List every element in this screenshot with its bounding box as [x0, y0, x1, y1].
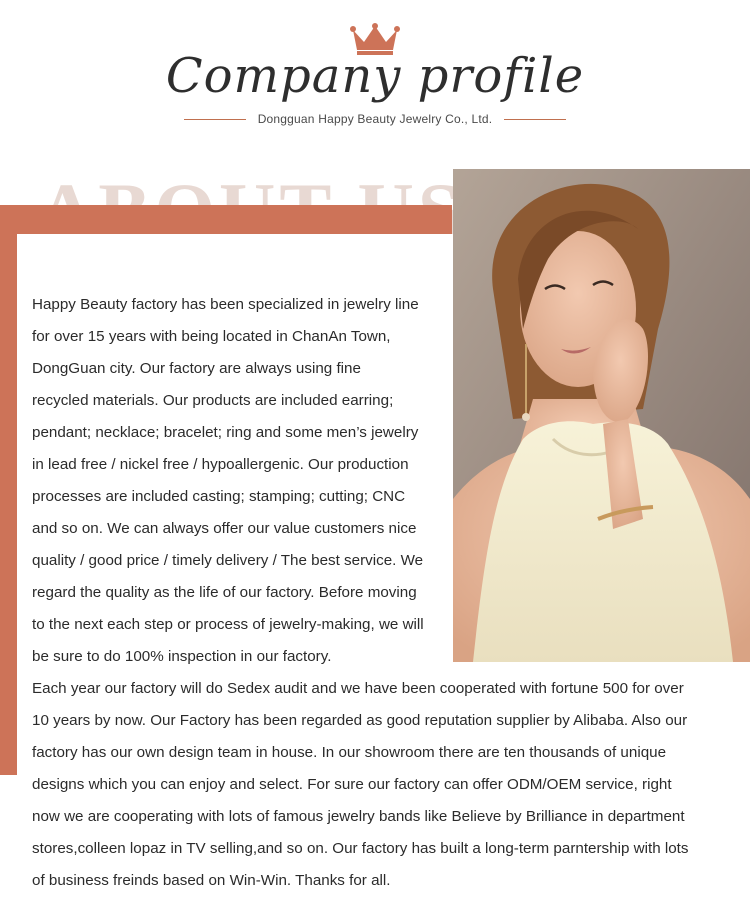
model-photo [453, 169, 750, 662]
text-line: Each year our factory will do Sedex audit and we have been cooperated with fortune 500 for over [32, 680, 684, 697]
text-line: regard the quality as the life of our factory. Before moving [32, 584, 417, 601]
text-line: to the next each step or process of jewelry-making, we will [32, 616, 424, 633]
model-illustration [453, 169, 750, 662]
text-line: stores,colleen lopaz in TV selling,and so on. Our factory has built a long-term parntership with lots [32, 840, 689, 857]
divider-right [504, 119, 566, 120]
text-line: 10 years by now. Our Factory has been regarded as good reputation supplier by Alibaba. Also our [32, 712, 688, 729]
text-line: designs which you can enjoy and select. For sure our factory can offer ODM/OEM service, right [32, 776, 672, 793]
about-paragraph-1 [32, 289, 450, 673]
text-line: be sure to do 100% inspection in our factory. [32, 648, 332, 665]
subtitle-row [0, 112, 750, 126]
text-line: recycled materials. Our products are included earring; [32, 392, 394, 409]
text-line: quality / good price / timely delivery / The best service. We [32, 552, 424, 569]
about-paragraph-2 [32, 673, 738, 897]
text-line: for over 15 years with being located in ChanAn Town, [32, 328, 391, 345]
text-line: and so on. We can always offer our value customers nice [32, 520, 417, 537]
text-line: pendant; necklace; bracelet; ring and some men’s jewelry [32, 424, 419, 441]
text-line: processes are included casting; stamping; cutting; CNC [32, 488, 406, 505]
company-name: Dongguan Happy Beauty Jewelry Co., Ltd. [257, 112, 493, 126]
text-line: in lead free / nickel free / hypoallergenic. Our production [32, 456, 409, 473]
text-line: DongGuan city. Our factory are always using fine [32, 360, 361, 377]
divider-left [184, 119, 246, 120]
text-line: of business freinds based on Win-Win. Thanks for all. [32, 872, 391, 889]
text-line: now we are cooperating with lots of famous jewelry bands like Believe by Brilliance in department [32, 808, 685, 825]
page-title: Company profile [165, 48, 585, 104]
text-line: Happy Beauty factory has been specialized in jewelry line [32, 296, 419, 313]
text-line: factory has our own design team in house. In our showroom there are ten thousands of unique [32, 744, 667, 761]
